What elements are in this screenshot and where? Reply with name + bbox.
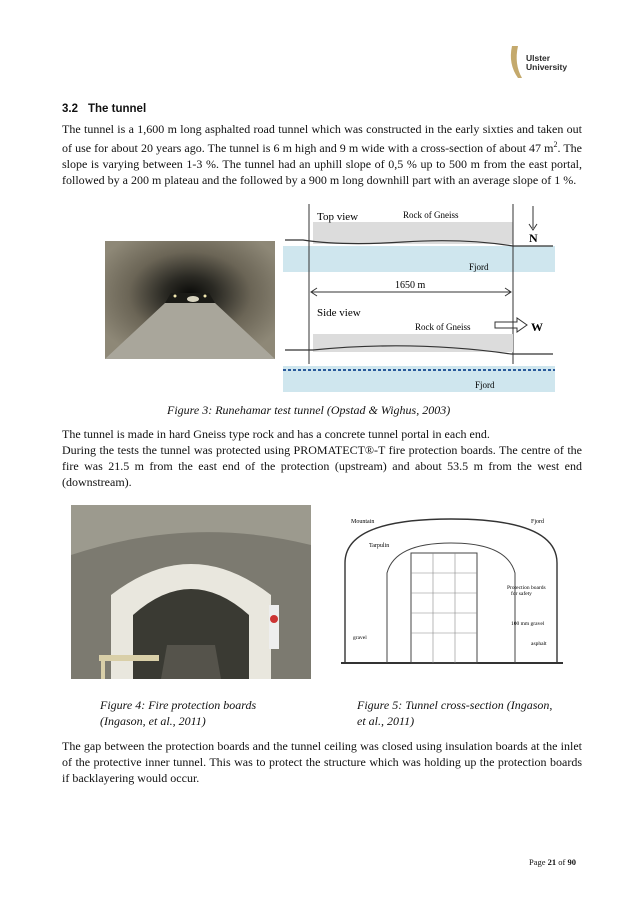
rock-side-label: Rock of Gneiss (415, 322, 471, 332)
north-arrow (529, 206, 537, 230)
for-safety-label: for safety (511, 591, 532, 597)
tunnel-diagram (283, 204, 555, 392)
logo-mark (511, 46, 522, 78)
side-view-label: Side view (317, 307, 361, 319)
logo-line2: University (526, 62, 568, 72)
paragraph-1-text-b: . The slope is varying between 1-3 %. The tunnel had an uphill slope of 0,5 % up to 500 m from the east portal, followed by a 200 m plateau and the followed by a 900 m long downhill part with an average slope of 1 %. (62, 141, 582, 187)
protection-label: Protection boards (507, 585, 546, 591)
footer-page-number: 21 (547, 857, 557, 867)
fjord-side-label: Fjord (475, 380, 495, 390)
section-number: 3.2 (62, 103, 78, 115)
paragraph-2-rest: During the tests the tunnel was protected using PROMATECT®-T fire protection boards. The centre of the fire was 21.5 m from the east end of the protection (upstream) and about 53.5 m from the west end (downstream). (62, 443, 582, 489)
footer-page-label: Page (529, 857, 546, 867)
logo-line1: Ulster (526, 53, 551, 63)
figure-4-caption (100, 697, 256, 729)
paragraph-2 (62, 426, 582, 490)
top-view-label: Top view (317, 211, 359, 223)
tunnel-cross-section (335, 513, 568, 669)
logo-text (526, 54, 567, 72)
asphalt-label: asphalt (531, 641, 547, 647)
paragraph-1 (62, 121, 582, 188)
figure-4-caption-line1: Figure 4: Fire protection boards (100, 698, 257, 712)
figure-5-caption-line2: et al., 2011) (357, 714, 415, 728)
tunnel-photo (105, 241, 275, 359)
west-arrow (495, 318, 527, 332)
mountain-label: Mountain (351, 519, 375, 525)
superscript: 2 (553, 140, 558, 149)
west-label: W (531, 320, 543, 334)
figure-4-caption-line2: (Ingason, et al., 2011) (100, 714, 206, 728)
fjord-band-top (283, 246, 555, 272)
figure-5-caption (357, 697, 552, 729)
north-label: N (529, 231, 538, 245)
fire-protection-photo (71, 505, 311, 679)
paragraph-1-text-a: The tunnel is a 1,600 m long asphalted road tunnel which was constructed in the early sixties and taken out of use for about 20 years ago. The tunnel is 6 m high and 9 m wide with a cross-section of about 47 m (62, 122, 582, 155)
section-heading (62, 103, 156, 115)
figure-5-caption-line1: Figure 5: Tunnel cross-section (Ingason, (357, 698, 553, 712)
rock-band-top (313, 222, 513, 244)
page-footer (529, 857, 576, 867)
tarpulin-label: Tarpulin (369, 543, 390, 549)
fjord-label: Fjord (531, 519, 545, 525)
footer-total-pages: 90 (567, 857, 576, 867)
paragraph-2-line1: The tunnel is made in hard Gneiss type rock and has a concrete tunnel portal in each end. (62, 427, 490, 441)
fjord-top-label: Fjord (469, 262, 489, 272)
rock-band-side (313, 334, 513, 352)
gravel-label: gravel (353, 635, 367, 641)
gravel-100-label: 100 mm gravel (511, 621, 545, 627)
section-title: The tunnel (88, 103, 147, 115)
footer-of-label: of (558, 857, 566, 867)
paragraph-3: The gap between the protection boards and the tunnel ceiling was closed using insulation boards at the inlet of the protective inner tunnel. This was to protect the structure which was holding up the protection boards if backlayering would occur. (62, 739, 582, 785)
length-label: 1650 m (395, 280, 426, 291)
rock-top-label: Rock of Gneiss (403, 210, 459, 220)
figure-3-caption: Figure 3: Runehamar test tunnel (Opstad & Wighus, 2003) (167, 403, 451, 417)
